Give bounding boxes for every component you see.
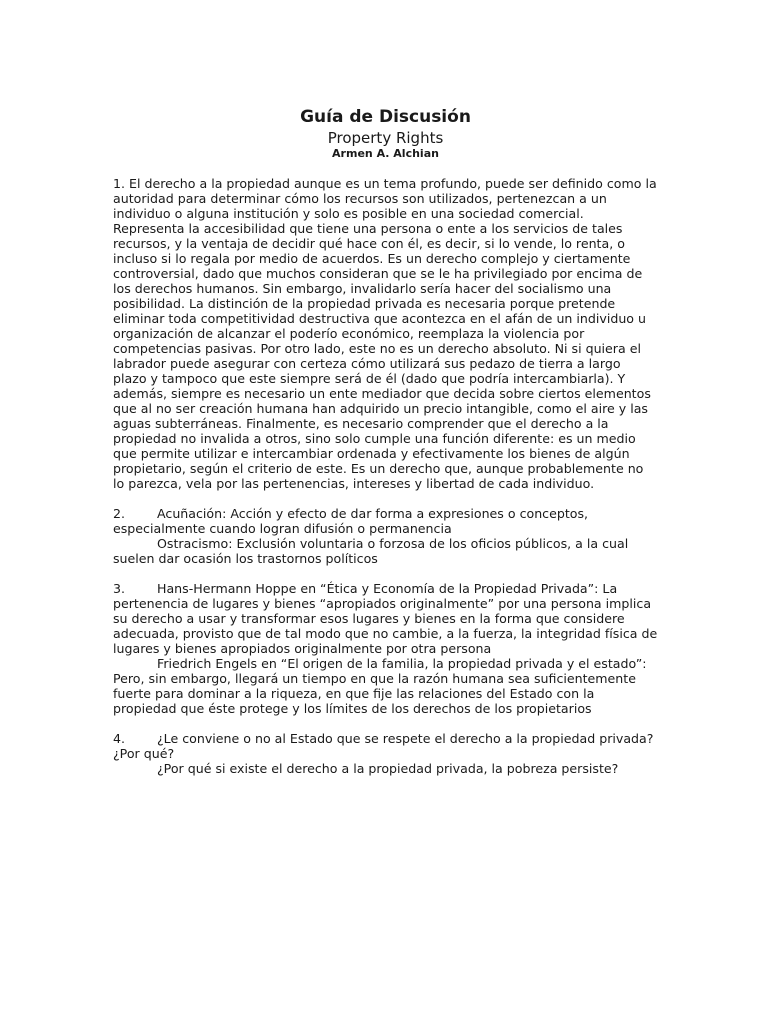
section-4 bbox=[113, 731, 658, 776]
section-4-text-b: ¿Por qué si existe el derecho a la propiedad privada, la pobreza persiste? bbox=[157, 761, 619, 776]
section-2 bbox=[113, 506, 658, 566]
section-4-paragraph-a bbox=[113, 731, 658, 761]
section-2-text-b: Ostracismo: Exclusión voluntaria o forzosa de los oficios públicos, a la cual suelen dar ocasión los trastornos políticos bbox=[113, 536, 629, 566]
section-4-number: 4. bbox=[113, 731, 126, 746]
section-3-number: 3. bbox=[113, 581, 126, 596]
section-1-paragraph: 1. El derecho a la propiedad aunque es un tema profundo, puede ser definido como la autoridad para determinar cómo los recursos son utilizados, pertenezcan a un individuo o alguna institución y solo es posible en una sociedad comercial. Representa la accesibilidad que tiene una persona o ente a los servicios de tales recursos, y la ventaja de decidir qué hace con él, es decir, si lo vende, lo renta, o incluso si lo regala por medio de acuerdos. Es un derecho complejo y ciertamente controversial, dado que muchos consideran que se le ha privilegiado por encima de los derechos humanos. Sin embargo, invalidarlo sería hacer del socialismo una posibilidad. La distinción de la propiedad privada es necesaria porque pretende eliminar toda competitividad destructiva que acontezca en el afán de un individuo u organización de alcanzar el poderío económico, reemplaza la violencia por competencias pasivas. Por otro lado, este no es un derecho absoluto. Ni si quiera el labrador puede asegurar con certeza cómo utilizará sus pedazo de tierra a largo plazo y tampoco que este siempre será de él (dado que podría intercambiarla). Y además, siempre es necesario un ente mediador que decida sobre ciertos elementos que al no ser creación humana han adquirido un precio intangible, como el aire y las aguas subterráneas. Finalmente, es necesario comprender que el derecho a la propiedad no invalida a otros, sino solo cumple una función diferente: es un medio que permite utilizar e intercambiar ordenada y efectivamente los bienes de algún propietario, según el criterio de este. Es un derecho que, aunque probablemente no lo parezca, vela por las pertenencias, intereses y libertad de cada individuo. bbox=[113, 176, 657, 491]
section-3-paragraph-b bbox=[113, 656, 658, 716]
section-3 bbox=[113, 581, 658, 716]
section-4-text-a: ¿Le conviene o no al Estado que se respete el derecho a la propiedad privada? ¿Por qué? bbox=[113, 731, 654, 761]
document-subtitle: Property Rights bbox=[327, 129, 444, 147]
section-2-paragraph-b bbox=[113, 536, 658, 566]
document-author: Armen A. Alchian bbox=[332, 147, 439, 160]
section-3-paragraph-a bbox=[113, 581, 658, 656]
document-title: Guía de Discusión bbox=[300, 107, 471, 127]
section-4-paragraph-b bbox=[113, 761, 658, 776]
section-2-paragraph-a bbox=[113, 506, 658, 536]
section-2-text-a: Acuñación: Acción y efecto de dar forma a expresiones o conceptos, especialmente cuando logran difusión o permanencia bbox=[113, 506, 589, 536]
section-3-text-b: Friedrich Engels en “El origen de la familia, la propiedad privada y el estado”: Pero, sin embargo, llegará un tiempo en que la razón humana sea suficientemente fuerte para dominar a la riqueza, en que fije las relaciones del Estado con la propiedad que éste protege y los límites de los derechos de los propietarios bbox=[113, 656, 647, 716]
section-2-number: 2. bbox=[113, 506, 126, 521]
document-page bbox=[113, 106, 658, 776]
section-3-text-a: Hans-Hermann Hoppe en “Ética y Economía de la Propiedad Privada”: La pertenencia de lugares y bienes “apropiados originalmente” por una persona implica su derecho a usar y transformar esos lugares y bienes en la forma que considere adecuada, provisto que de tal modo que no cambie, a la fuerza, la integridad física de lugares y bienes apropiados originalmente por otra persona bbox=[113, 581, 658, 656]
